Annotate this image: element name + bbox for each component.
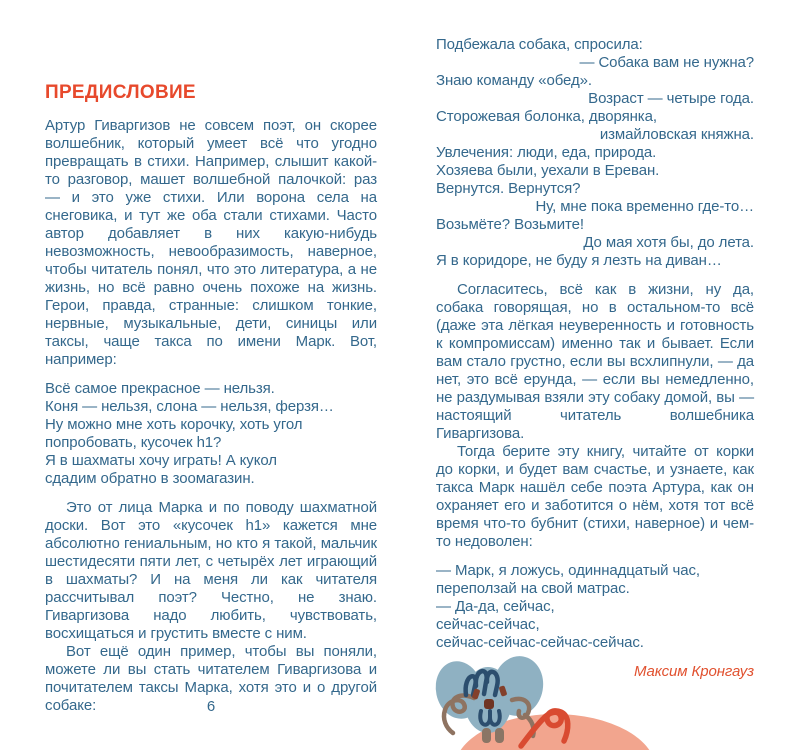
verse-line: Возраст — четыре года. bbox=[588, 90, 754, 107]
dog-paw-right-icon bbox=[495, 728, 504, 743]
verse-line: — Собака вам не нужна? bbox=[579, 54, 754, 71]
dog-nose-icon bbox=[484, 699, 494, 709]
verse-line: До мая хотя бы, до лета. bbox=[583, 234, 754, 251]
verse-line: Ну, мне пока временно где-то… bbox=[535, 198, 754, 215]
verse-block bbox=[436, 562, 754, 652]
paragraph: Вот ещё один пример, чтобы вы поняли, можете ли вы стать читателем Гиваргизова и почитателем таксы Марка, хотя это и о другой собаке: bbox=[45, 643, 377, 714]
verse-line: Я в коридоре, не буду я лезть на диван… bbox=[436, 252, 722, 269]
verse-block bbox=[436, 36, 754, 270]
verse-line: сдадим обратно в зоомагазин. bbox=[45, 470, 255, 487]
verse-line: переползай на свой матрас. bbox=[436, 580, 630, 597]
verse-line: Знаю команду «обед». bbox=[436, 72, 592, 89]
verse-line: — Да-да, сейчас, bbox=[436, 598, 555, 615]
verse-line: Хозяева были, уехали в Ереван. bbox=[436, 162, 660, 179]
page-number: 6 bbox=[206, 698, 216, 715]
right-column-text bbox=[436, 36, 754, 652]
verse-block bbox=[45, 380, 377, 488]
verse-line: Ну можно мне хоть корочку, хоть угол bbox=[45, 416, 303, 433]
dog-illustration bbox=[424, 648, 660, 750]
paragraph: Артур Гиваргизов не совсем поэт, он скорее волшебник, который умеет всё что угодно превращать в стихи. Например, слышит какой-то разговор, машет волшебной палочкой: раз — и это уже стихи. Или ворона села на снеговика, и тут же оба стали стихами. Часто автор добавляет в них какую-нибудь невозможность, невообразимость, наверное, чтобы читатель понял, что это литература, а не жизнь, но всё равно очень похоже на жизнь. Герои, правда, странные: слишком тонкие, нервные, музыкальные, дети, синицы или таксы, чаще такса по имени Марк. Вот, например: bbox=[45, 117, 377, 368]
paragraph: Согласитесь, всё как в жизни, ну да, собака говорящая, но в остальном-то всё (даже эта лёгкая неуверенность и готовность к компромиссам) именно так и бывает. Если вам стало грустно, если вы всхлипнули, — да нет, это всё ерунда, — если вы немедленно, не раздумывая взяли эту собаку домой, вы — настоящий читатель волшебника Гиваргизова. bbox=[436, 281, 754, 442]
verse-line: Коня — нельзя, слона — нельзя, ферзя… bbox=[45, 398, 334, 415]
left-column bbox=[45, 82, 377, 715]
verse-line: Вернутся. Вернутся? bbox=[436, 180, 581, 197]
verse-line: сейчас-сейчас, bbox=[436, 616, 540, 633]
paragraph: Это от лица Марка и по поводу шахматной доски. Вот это «кусочек h1» кажется мне абсолютно гениальным, но кто я такой, мальчик шестидесяти пяти лет, с четырёх лет играющий в шахматы? И на меня ли как читателя рассчитывал поэт? Честно, не знаю. Гиваргизова надо любить, чувствовать, восхищаться и грустить вместе с ним. bbox=[45, 499, 377, 642]
verse-line: Сторожевая болонка, дворянка, bbox=[436, 108, 657, 125]
dog-paw-left-icon bbox=[482, 728, 491, 743]
verse-line: — Марк, я ложусь, одиннадцатый час, bbox=[436, 562, 700, 579]
left-column-text bbox=[45, 117, 377, 715]
verse-line: Я в шахматы хочу играть! А кукол bbox=[45, 452, 277, 469]
verse-line: Возьмёте? Возьмите! bbox=[436, 216, 584, 233]
verse-line: Подбежала собака, спросила: bbox=[436, 36, 643, 53]
verse-line: Всё самое прекрасное — нельзя. bbox=[45, 380, 275, 397]
verse-line: сейчас-сейчас-сейчас-сейчас. bbox=[436, 634, 644, 651]
verse-line: измайловская княжна. bbox=[599, 126, 754, 143]
paragraph: Тогда берите эту книгу, читайте от корки до корки, и будет вам счастье, и узнаете, как такса Марк нашёл себе поэта Артура, как он охраняет его и заботится о нём, хотя тот всё время что-то бубнит (стихи, наверное) и чем-то недоволен: bbox=[436, 443, 754, 550]
author-signature: Максим Кронгауз bbox=[633, 663, 754, 680]
preface-heading: ПРЕДИСЛОВИЕ bbox=[45, 82, 196, 103]
verse-line: попробовать, кусочек h1? bbox=[45, 434, 222, 451]
verse-line: Увлечения: люди, еда, природа. bbox=[436, 144, 657, 161]
right-column bbox=[436, 36, 754, 681]
